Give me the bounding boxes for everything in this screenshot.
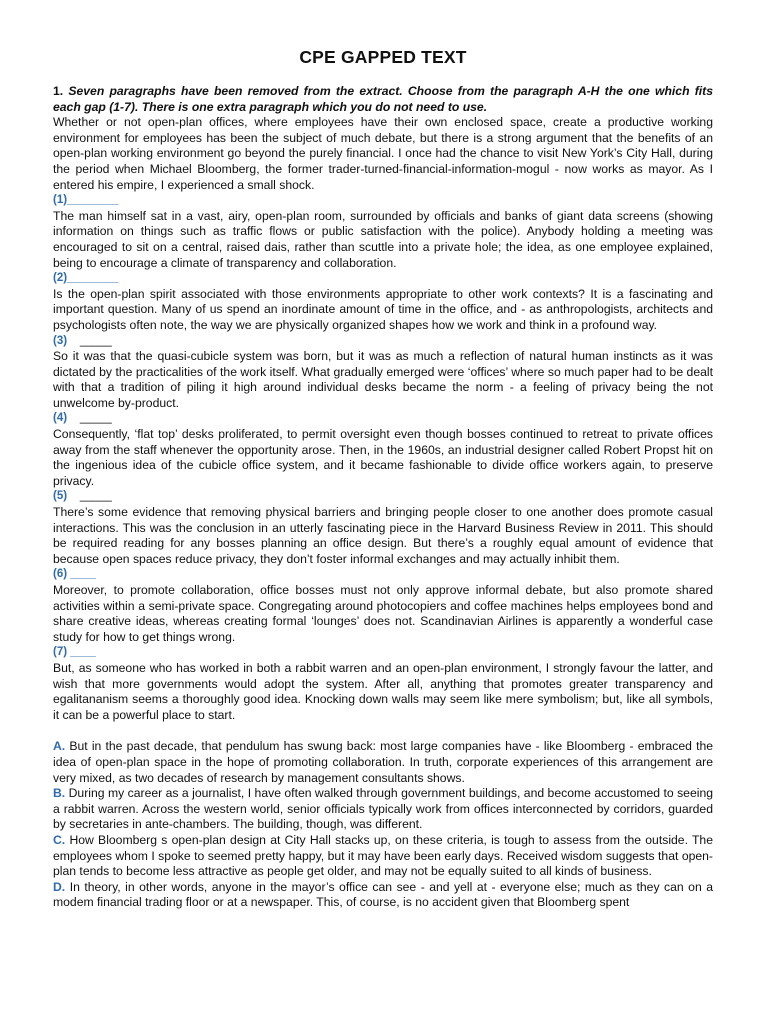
option-b bbox=[53, 786, 713, 833]
option-text: But in the past decade, that pendulum has swung back: most large companies have - like Bloomberg - embraced the idea of open-plan space in the hope of promoting collaboration. In truth, corporate experiences of this arrangement are very mixed, as two decades of research by management consultants shows. bbox=[53, 739, 714, 785]
option-letter: B. bbox=[53, 786, 66, 801]
gap-paragraph: So it was that the quasi-cubicle system was born, but it was as much a reflection of natural human instincts as it was dictated by the practicalities of the work itself. What gradually emerged were ‘offices’ where so much paper had to be dealt with that a tradition of piling it high around individual desks became the norm - a feeling of privacy being the not unwelcome by-product. bbox=[53, 349, 713, 410]
option-a bbox=[53, 739, 713, 786]
gap-paragraph: Moreover, to promote collaboration, office bosses must not only approve informal debate, but also promote shared activities within a semi-private space. Congregating around photocopiers and coffee machines helps employees bond and share creative ideas, whereas creating formal ‘lounges’ does not. Scandinavian Airlines is apparently a wonderful case study for how to get things wrong. bbox=[53, 583, 713, 644]
gap-paragraph: But, as someone who has worked in both a rabbit warren and an open-plan environment, I strongly favour the latter, and wish that more governments would adopt the system. After all, anything that promotes greater transparency and egalitananism seems a thoroughly good idea. Knocking down walls may seem like mere symbolism; but, like all symbols, it can be a powerful place to start. bbox=[53, 660, 713, 722]
option-letter: C. bbox=[53, 832, 66, 847]
gap-3 bbox=[53, 334, 713, 412]
option-text: During my career as a journalist, I have often walked through government buildings, and become accustomed to seeing a rabbit warren. Across the western world, senior officials typically work from offices interconnected by corridors, guarded by secretaries in ante-chambers. The building, though, was different. bbox=[53, 786, 713, 832]
gap-paragraph: The man himself sat in a vast, airy, open-plan room, surrounded by officials and banks of giant data screens (showing information on things such as traffic flows or public satisfaction with the police). Anybody holding a meeting was encouraged to sit on a central, raised dais, rather than scuttle into a private hole; the idea, as one employee explained, being to encourage a climate of transparency and collaboration. bbox=[53, 208, 713, 270]
option-letter: A. bbox=[53, 739, 66, 754]
gap-label[interactable]: (3) _____ bbox=[53, 334, 112, 347]
option-letter: D. bbox=[53, 879, 66, 894]
gap-label[interactable]: (4) _____ bbox=[53, 412, 112, 425]
gap-label[interactable]: (6) ____ bbox=[53, 568, 96, 581]
intro-paragraph: Whether or not open-plan offices, where employees have their own enclosed space, create a productive working environment for employees has been the subject of much debate, but there is a strong argument that the benefits of an open-plan working environment go beyond the purely financial. I once had the chance to visit New York’s City Hall, during the period when Michael Bloomberg, the former trader-turned-financial-information-mogul - now works as mayor. As I entered his empire, I experienced a small shock. bbox=[53, 115, 713, 192]
gap-blank[interactable]: _____ bbox=[79, 490, 112, 503]
gap-blank[interactable]: _____ bbox=[79, 334, 112, 347]
gap-6 bbox=[53, 567, 713, 645]
gap-label[interactable]: (2)________ bbox=[53, 272, 119, 285]
gap-label[interactable]: (5) _____ bbox=[53, 490, 112, 503]
gap-2 bbox=[53, 271, 713, 333]
gap-label[interactable]: (7) ____ bbox=[53, 646, 96, 659]
option-text: How Bloomberg s open-plan design at City Hall stacks up, on these criteria, is tough to assess from the outside. The employees whom I spoke to seemed pretty happy, but it may have been early days. Received wisdom suggests that open-plan tends to become less attractive as people get older, and may not be equally suited to all kinds of business. bbox=[53, 832, 713, 879]
gap-1 bbox=[53, 193, 713, 271]
option-text: In theory, in other words, anyone in the mayor’s office can see - and yell at - everyone else; much as they can on a modem financial trading floor or at a newspaper. This, of course, is no accident given that Bloomberg spent bbox=[53, 879, 713, 910]
document-title: CPE GAPPED TEXT bbox=[299, 47, 467, 67]
task-instruction bbox=[53, 84, 713, 115]
gap-paragraph: There’s some evidence that removing physical barriers and bringing people closer to one another does promote casual interactions. This was the conclusion in an utterly fascinating piece in the Harvard Business Review in 2011. This should be required reading for any bosses planning an office design. But there’s a roughly equal amount of evidence that because open spaces reduce privacy, they don’t foster informal exchanges and may actually inhibit them. bbox=[53, 505, 713, 566]
gap-blank[interactable]: _____ bbox=[79, 412, 112, 425]
section-spacer bbox=[53, 723, 713, 739]
task-instruction-text: Seven paragraphs have been removed from the extract. Choose from the paragraph A-H the one which fits each gap (1-7). There is one extra paragraph which you do not need to use. bbox=[53, 84, 713, 114]
gap-5 bbox=[53, 489, 713, 567]
gap-7 bbox=[53, 645, 713, 723]
gap-paragraph: Consequently, ‘flat top’ desks proliferated, to permit oversight even though bosses continued to retreat to private offices away from the staff whenever the opportunity arose. Then, in the 1960s, an industrial designer called Robert Propst hit on the ingenious idea of the cubicle office system, and it became fashionable to divide office workers again, to preserve privacy. bbox=[53, 427, 713, 488]
option-c bbox=[53, 833, 713, 880]
option-d bbox=[53, 880, 713, 911]
gap-4 bbox=[53, 411, 713, 489]
gap-label[interactable]: (1)________ bbox=[53, 194, 119, 207]
task-number: 1. bbox=[53, 84, 64, 98]
gap-paragraph: Is the open-plan spirit associated with those environments appropriate to other work contexts? It is a fascinating and important question. Many of us spend an inordinate amount of time in the office, and - as anthropologists, architects and psychologists often note, the way we are physically organized shapes how we work and think in a profound way. bbox=[53, 286, 713, 332]
